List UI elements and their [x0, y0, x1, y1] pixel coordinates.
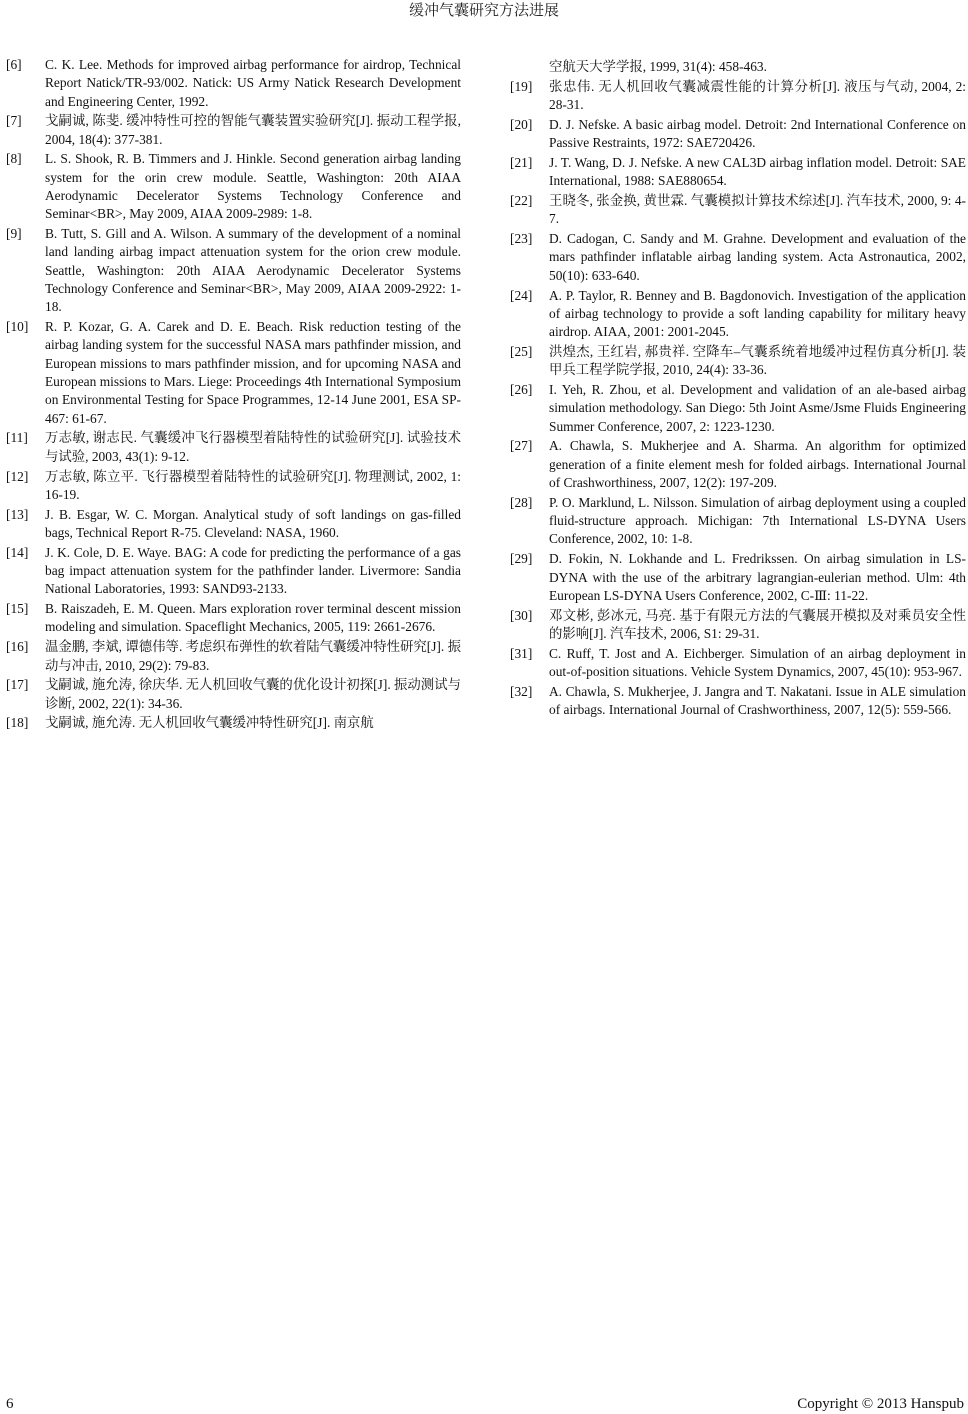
reference-number: [8]	[6, 151, 22, 167]
reference-number: [6]	[6, 57, 22, 72]
reference-text: A. P. Taylor, R. Benney and B. Bagdonovich. Investigation of the application of airbag technology to provide a soft landing capability for military heavy airdrop. AIAA, 2001: 2001-2045.	[549, 287, 966, 340]
reference-item	[6, 600, 461, 637]
reference-text: L. S. Shook, R. B. Timmers and J. Hinkle. Second generation airbag landing system for the orin crew module. Seattle, Washington: 20th AIAA Aerodynamic Decelerator Systems Technology Conference and Seminar<BR>, May 2009, AIAA 2009-2989: 1-8.	[45, 151, 461, 222]
reference-text: C. Ruff, T. Jost and A. Eichberger. Simulation of an airbag deployment in out-of-position situations. Vehicle System Dynamics, 2007, 45(10): 953-967.	[549, 645, 966, 679]
reference-text: 洪煌杰, 王红岩, 郝贵祥. 空降车–气囊系统着地缓冲过程仿真分析[J]. 装甲兵工程学院学报, 2010, 24(4): 33-36.	[549, 343, 966, 378]
reference-item	[6, 468, 461, 505]
reference-number: [17]	[6, 677, 29, 693]
reference-continuation	[510, 58, 966, 76]
reference-text: 王晓冬, 张金换, 黄世霖. 气囊模拟计算技术综述[J]. 汽车技术, 2000, 9: 4-7.	[549, 193, 966, 227]
reference-item	[510, 437, 966, 492]
reference-text: P. O. Marklund, L. Nilsson. Simulation of airbag deployment using a coupled fluid-structure approach. Michigan: 7th International LS-DYNA Users Conference, 2002, 10: 1-8.	[549, 494, 966, 547]
reference-number: [30]	[510, 607, 533, 623]
reference-item	[510, 683, 966, 720]
reference-number: [13]	[6, 506, 29, 522]
reference-item	[6, 318, 461, 428]
reference-text: C. K. Lee. Methods for improved airbag performance for airdrop, Technical Report Natick/TR-93/002. Natick: US Army Natick Research Development and Engineering Center, 1992.	[45, 57, 461, 109]
reference-text: 戈嗣诚, 施允涛, 徐庆华. 无人机回收气囊的优化设计初探[J]. 振动测试与诊断, 2002, 22(1): 34-36.	[45, 677, 461, 711]
reference-number: [26]	[510, 382, 533, 398]
reference-item	[510, 230, 966, 285]
reference-number: [32]	[510, 683, 533, 699]
reference-number: [28]	[510, 494, 533, 510]
reference-item	[510, 645, 966, 682]
reference-item	[510, 116, 966, 153]
reference-text: D. Fokin, N. Lokhande and L. Fredrikssen. On airbag simulation in LS-DYNA with the use of the arbitrary lagrangian-eulerian method. Ulm: 4th European LS-DYNA Users Conference, 2002, C-Ⅲ: 11-22.	[549, 551, 966, 603]
reference-item	[510, 381, 966, 436]
reference-item	[6, 676, 461, 713]
reference-item	[510, 192, 966, 229]
reference-text: D. J. Nefske. A basic airbag model. Detroit: 2nd International Conference on Passive Restraints, 1972: SAE720426.	[549, 116, 966, 151]
reference-item	[6, 429, 461, 466]
reference-number: [24]	[510, 287, 533, 303]
reference-number: [9]	[6, 226, 22, 242]
reference-number: [29]	[510, 551, 533, 567]
reference-text: J. B. Esgar, W. C. Morgan. Analytical study of soft landings on gas-filled bags, Technical Report R-75. Cleveland: NASA, 1960.	[45, 506, 461, 540]
reference-number: [12]	[6, 468, 29, 484]
reference-text: 空航天大学学报, 1999, 31(4): 458-463.	[549, 59, 767, 74]
reference-text: 张忠伟. 无人机回收气囊减震性能的计算分析[J]. 液压与气动, 2004, 2: 28-31.	[549, 78, 966, 113]
reference-number: [19]	[510, 78, 533, 94]
page-number: 6	[6, 1396, 14, 1412]
reference-number: [16]	[6, 639, 29, 655]
reference-text: 戈嗣诚, 施允涛. 无人机回收气囊缓冲特性研究[J]. 南京航	[45, 715, 374, 731]
reference-item	[6, 112, 461, 149]
reference-text: J. T. Wang, D. J. Nefske. A new CAL3D airbag inflation model. Detroit: SAE International, 1988: SAE880654.	[549, 154, 966, 189]
reference-item	[510, 343, 966, 380]
reference-text: R. P. Kozar, G. A. Carek and D. E. Beach. Risk reduction testing of the airbag landing system for the successful NASA mars pathfinder mission, and European missions to mars pathfinder mission, and for upcoming NASA and European missions to Mars. Liege: Proceedings 4th International Symposium on Environmental Testing for Space Programmes, 12-14 June 2001, ESA SP-467: 61-67.	[45, 319, 461, 426]
reference-item	[510, 494, 966, 549]
reference-number: [21]	[510, 154, 533, 170]
reference-text: B. Tutt, S. Gill and A. Wilson. A summary of the development of a nominal land landing airbag impact attenuation system for the orion crew module. Seattle, Washington: 20th AIAA Aerodynamic Decelerator Systems Technology Conference and Seminar<BR>, May 2009, AIAA 2009-2922: 1-18.	[45, 226, 461, 315]
reference-number: [10]	[6, 319, 29, 335]
reference-text: 戈嗣诚, 陈斐. 缓冲特性可控的智能气囊装置实验研究[J]. 振动工程学报, 2004, 18(4): 377-381.	[45, 113, 461, 147]
reference-text: J. K. Cole, D. E. Waye. BAG: A code for predicting the performance of a gas bag impact attenuation system for the pathfinder lander. Livermore: Sandia National Laboratories, 1993: SAND93-2133.	[45, 544, 461, 597]
reference-text: 邓文彬, 彭冰元, 马亮. 基于有限元方法的气囊展开模拟及对乘员安全性的影响[J]. 汽车技术, 2006, S1: 29-31.	[549, 607, 966, 641]
reference-text: A. Chawla, S. Mukherjee and A. Sharma. An algorithm for optimized generation of a finite element mesh for folded airbags. International Journal of Crashworthiness, 2007, 12(2): 197-209.	[549, 438, 966, 491]
reference-item	[6, 544, 461, 599]
reference-number: [31]	[510, 645, 533, 661]
reference-item	[6, 56, 461, 111]
copyright-notice: Copyright © 2013 Hanspub	[797, 1396, 964, 1412]
reference-item	[6, 714, 461, 732]
reference-item	[6, 638, 461, 675]
reference-number: [23]	[510, 231, 533, 247]
reference-number: [22]	[510, 193, 533, 209]
reference-number: [27]	[510, 438, 533, 454]
reference-text: 万志敏, 谢志民. 气囊缓冲飞行器模型着陆特性的试验研究[J]. 试验技术与试验, 2003, 43(1): 9-12.	[45, 430, 461, 464]
reference-number: [15]	[6, 601, 29, 617]
reference-text: 温金鹏, 李斌, 谭德伟等. 考虑织布弹性的软着陆气囊缓冲特性研究[J]. 振动与冲击, 2010, 29(2): 79-83.	[45, 639, 461, 673]
references-left-column	[6, 56, 461, 734]
reference-text: D. Cadogan, C. Sandy and M. Grahne. Development and evaluation of the mars pathfinder inflatable airbag landing system. Acta Astronautica, 2002, 50(10): 633-640.	[549, 231, 966, 283]
reference-item	[510, 607, 966, 644]
reference-item	[510, 287, 966, 342]
reference-item	[510, 550, 966, 605]
reference-text: B. Raiszadeh, E. M. Queen. Mars exploration rover terminal descent mission modeling and simulation. Spaceflight Mechanics, 2005, 119: 2661-2676.	[45, 601, 461, 635]
reference-text: A. Chawla, S. Mukherjee, J. Jangra and T. Nakatani. Issue in ALE simulation of airbags. International Journal of Crashworthiness, 2007, 12(5): 559-566.	[549, 683, 966, 718]
reference-item	[6, 225, 461, 316]
reference-number: [7]	[6, 113, 22, 129]
reference-item	[510, 78, 966, 115]
reference-item	[6, 150, 461, 223]
reference-item	[6, 506, 461, 543]
reference-number: [18]	[6, 715, 29, 731]
reference-number: [14]	[6, 544, 29, 560]
references-right-column	[510, 58, 966, 721]
reference-number: [25]	[510, 343, 533, 359]
reference-text: 万志敏, 陈立平. 飞行器模型着陆特性的试验研究[J]. 物理测试, 2002, 1: 16-19.	[45, 468, 461, 502]
reference-number: [11]	[6, 430, 28, 446]
reference-text: I. Yeh, R. Zhou, et al. Development and validation of an ale-based airbag simulation methodology. San Diego: 5th Joint Asme/Jsme Fluids Engineering Summer Conference, 2007, 2: 1223-1230.	[549, 382, 966, 434]
reference-item	[510, 154, 966, 191]
reference-number: [20]	[510, 116, 533, 132]
running-header: 缓冲气囊研究方法进展	[408, 3, 559, 19]
